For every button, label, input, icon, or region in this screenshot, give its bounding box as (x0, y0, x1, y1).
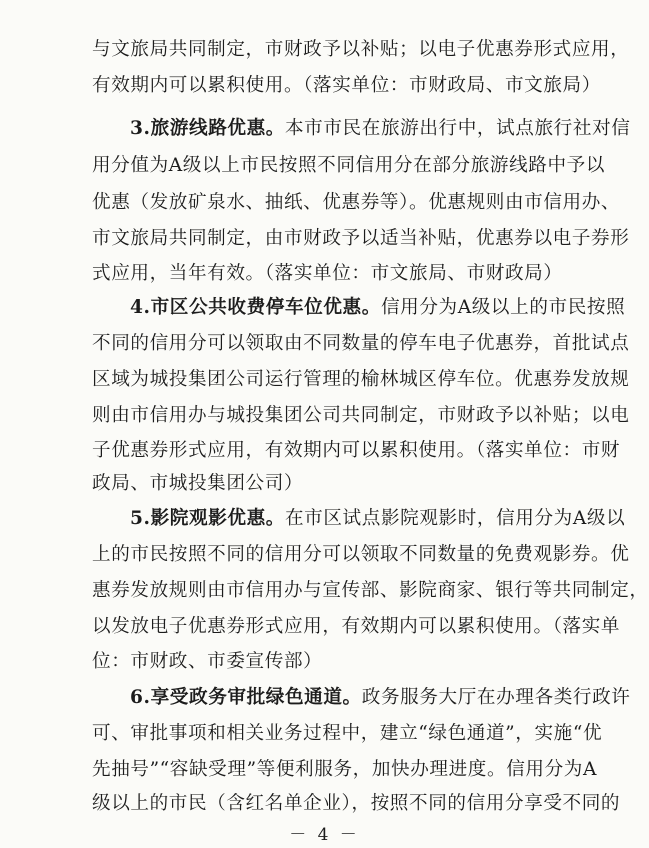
section-6-text: 政务服务大厅在办理各类行政许 (361, 687, 631, 708)
section-5-first-line (130, 509, 625, 529)
section-6-line: 级以上的市民（含红名单企业），按照不同的信用分享受不同的 (92, 793, 621, 814)
section-5-line: 以发放电子优惠券形式应用，有效期内可以累积使用。（落实单 (92, 616, 621, 637)
section-4-line: 不同的信用分可以领取由不同数量的停车电子优惠券，首批试点 (92, 333, 630, 354)
page-number: － 4 － (289, 825, 360, 845)
section-4-line: 政局、市城投集团公司） (92, 473, 304, 494)
section-3-line: 用分值为A级以上市民按照不同信用分在部分旅游线路中予以 (92, 155, 606, 176)
section-3-heading: 3.旅游线路优惠。 (130, 118, 285, 139)
carryover-line-2: 有效期内可以累积使用。（落实单位：市财政局、市文旅局） (92, 75, 601, 96)
section-4-line: 则由市信用办与城投集团公司共同制定，市财政予以补贴；以电 (92, 405, 630, 426)
section-4-text: 信用分为A级以上的市民按照 (380, 297, 626, 318)
section-3-text: 本市市民在旅游出行中，试点旅行社对信 (284, 118, 631, 139)
section-6-heading: 6.享受政务审批绿色通道。 (130, 687, 362, 708)
section-5-heading: 5.影院观影优惠。 (130, 508, 285, 529)
section-3-line: 市文旅局共同制定，由市财政予以适当补贴，优惠券以电子券形 (92, 228, 630, 249)
section-5-line: 位：市财政、市委宣传部） (92, 651, 323, 672)
section-6-line: 先抽号”“容缺受理”等便利服务，加快办理进度。信用分为A (92, 759, 597, 780)
section-4-line: 子优惠券形式应用，有效期内可以累积使用。（落实单位：市财 (92, 440, 621, 461)
section-4-heading: 4.市区公共收费停车位优惠。 (130, 297, 381, 318)
section-4-line: 区域为城投集团公司运行管理的榆林城区停车位。优惠券发放规 (92, 369, 630, 390)
section-4-first-line (130, 298, 625, 318)
section-3-first-line (130, 119, 630, 139)
section-6-first-line (130, 688, 630, 708)
section-5-line: 惠券发放规则由市信用办与宣传部、影院商家、银行等共同制定， (92, 580, 649, 601)
section-3-line: 优惠（发放矿泉水、抽纸、优惠券等）。优惠规则由市信用办、 (92, 192, 621, 213)
carryover-line-1: 与文旅局共同制定，市财政予以补贴；以电子优惠券形式应用， (92, 39, 630, 60)
section-5-text: 在市区试点影院观影时，信用分为A级以 (284, 508, 626, 529)
section-6-line: 可、审批事项和相关业务过程中，建立“绿色通道”，实施“优 (92, 723, 603, 744)
section-5-line: 上的市民按照不同的信用分可以领取不同数量的免费观影券。优 (92, 544, 630, 565)
section-3-line: 式应用，当年有效。（落实单位：市文旅局、市财政局） (92, 263, 563, 284)
